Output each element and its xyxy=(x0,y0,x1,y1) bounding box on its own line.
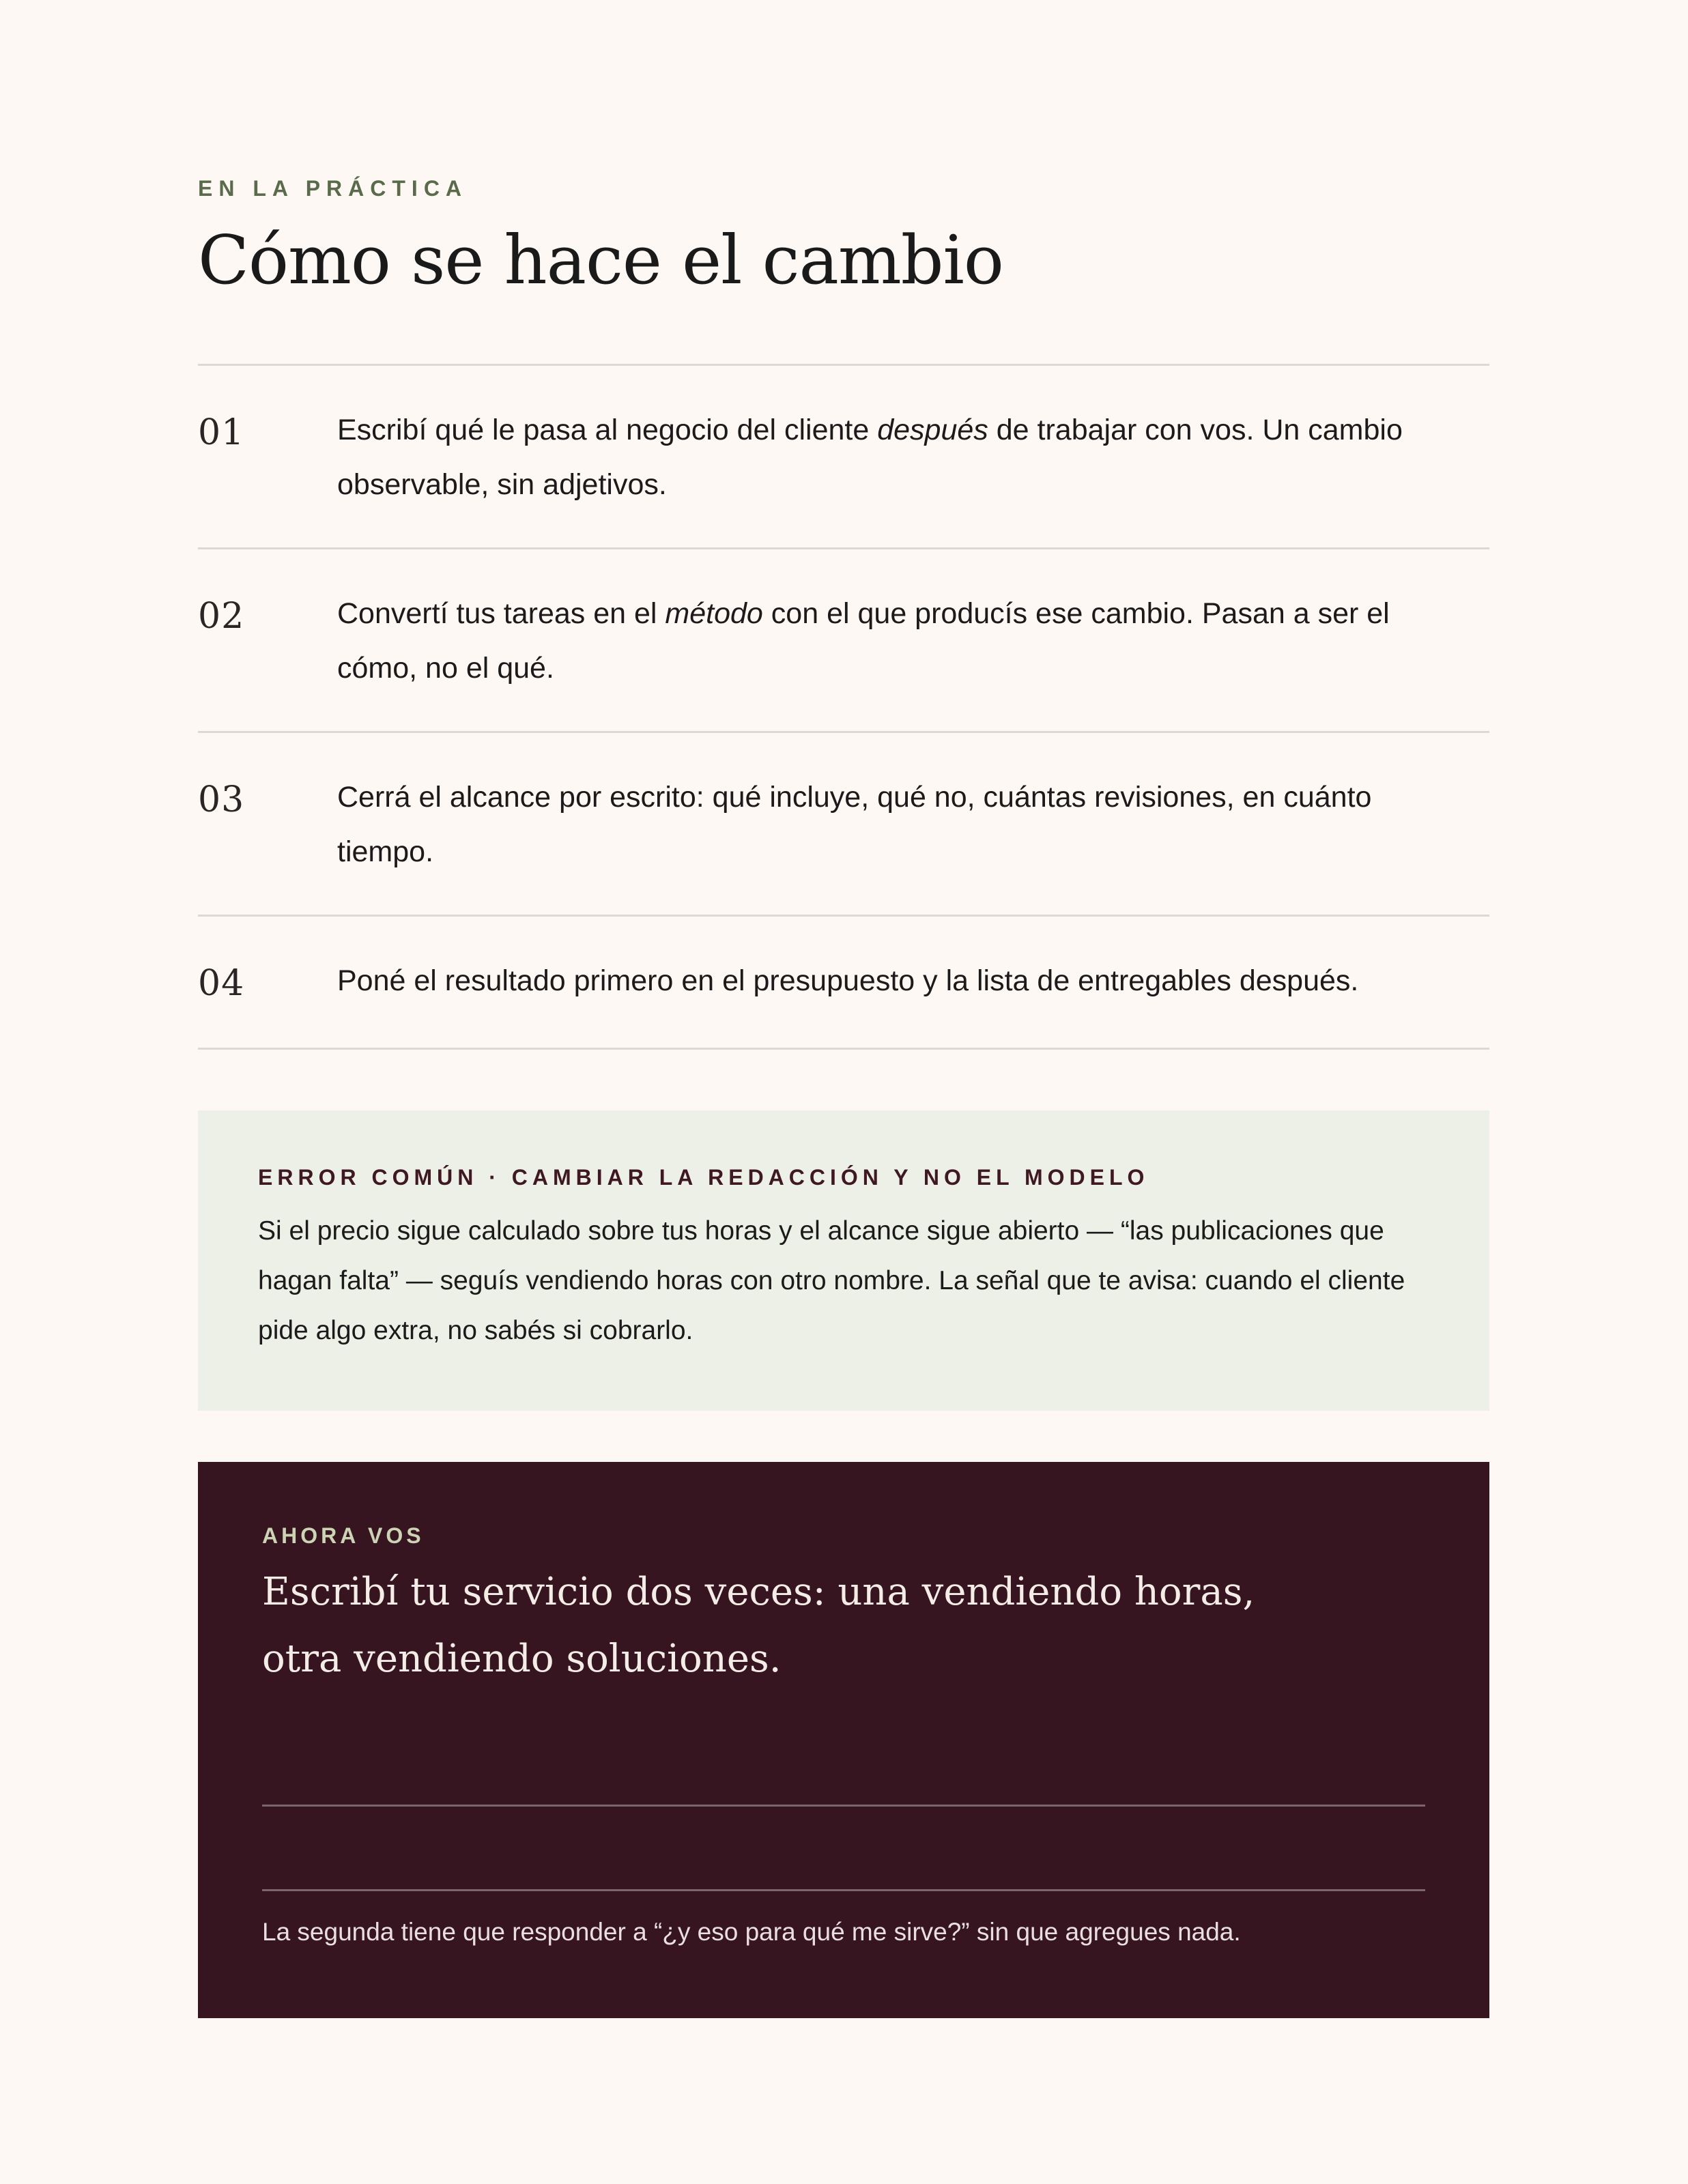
callout-text: Si el precio sigue calculado sobre tus horas y el alcance sigue abierto — “las publicaciones que hagan falta” — seguís vendiendo horas con otro nombre. La señal que te avisa: cuando el cliente pide algo extra, no sabés si cobrarlo. xyxy=(258,1216,1405,1345)
step-item-01 xyxy=(198,366,1489,549)
step-text-part: Escribí qué le pasa al negocio del cliente xyxy=(337,414,878,446)
answer-line-2[interactable] xyxy=(262,1889,1425,1891)
exercise-box xyxy=(198,1462,1489,2018)
exercise-label: AHORA VOS xyxy=(262,1523,425,1548)
step-number: 03 xyxy=(198,779,245,820)
exercise-prompt: Escribí tu servicio dos veces: una vendiendo horas, otra vendiendo soluciones. xyxy=(262,1570,1255,1681)
steps-list xyxy=(198,364,1489,1050)
answer-line-1[interactable] xyxy=(262,1805,1425,1807)
step-number: 02 xyxy=(198,596,245,637)
callout-label: ERROR COMÚN · CAMBIAR LA REDACCIÓN Y NO EL MODELO xyxy=(258,1165,1149,1190)
step-text-emphasis: método xyxy=(665,597,763,630)
step-text-part: con el que producís ese cambio. Pasan a ser el cómo, no el qué. xyxy=(337,597,1390,685)
step-text: Cerrá el alcance por escrito: qué incluye, qué no, cuántas revisiones, en cuánto tiempo. xyxy=(337,781,1372,868)
step-text xyxy=(337,403,1457,512)
step-text xyxy=(337,586,1457,695)
common-error-callout xyxy=(198,1110,1489,1411)
section-eyebrow: EN LA PRÁCTICA xyxy=(198,176,468,201)
step-item-04 xyxy=(198,917,1489,1050)
step-number: 04 xyxy=(198,963,245,1004)
exercise-note: La segunda tiene que responder a “¿y eso para qué me sirve?” sin que agregues nada. xyxy=(262,1918,1241,1946)
step-number: 01 xyxy=(198,412,245,453)
step-text-part: de trabajar con vos. Un cambio observable, sin adjetivos. xyxy=(337,414,1403,501)
step-item-03 xyxy=(198,733,1489,917)
step-item-02 xyxy=(198,549,1489,733)
step-text-part: Convertí tus tareas en el xyxy=(337,597,666,630)
step-text-emphasis: después xyxy=(877,414,988,446)
step-text: Poné el resultado primero en el presupuesto y la lista de entregables después. xyxy=(337,964,1359,997)
page-title: Cómo se hace el cambio xyxy=(198,222,1003,300)
